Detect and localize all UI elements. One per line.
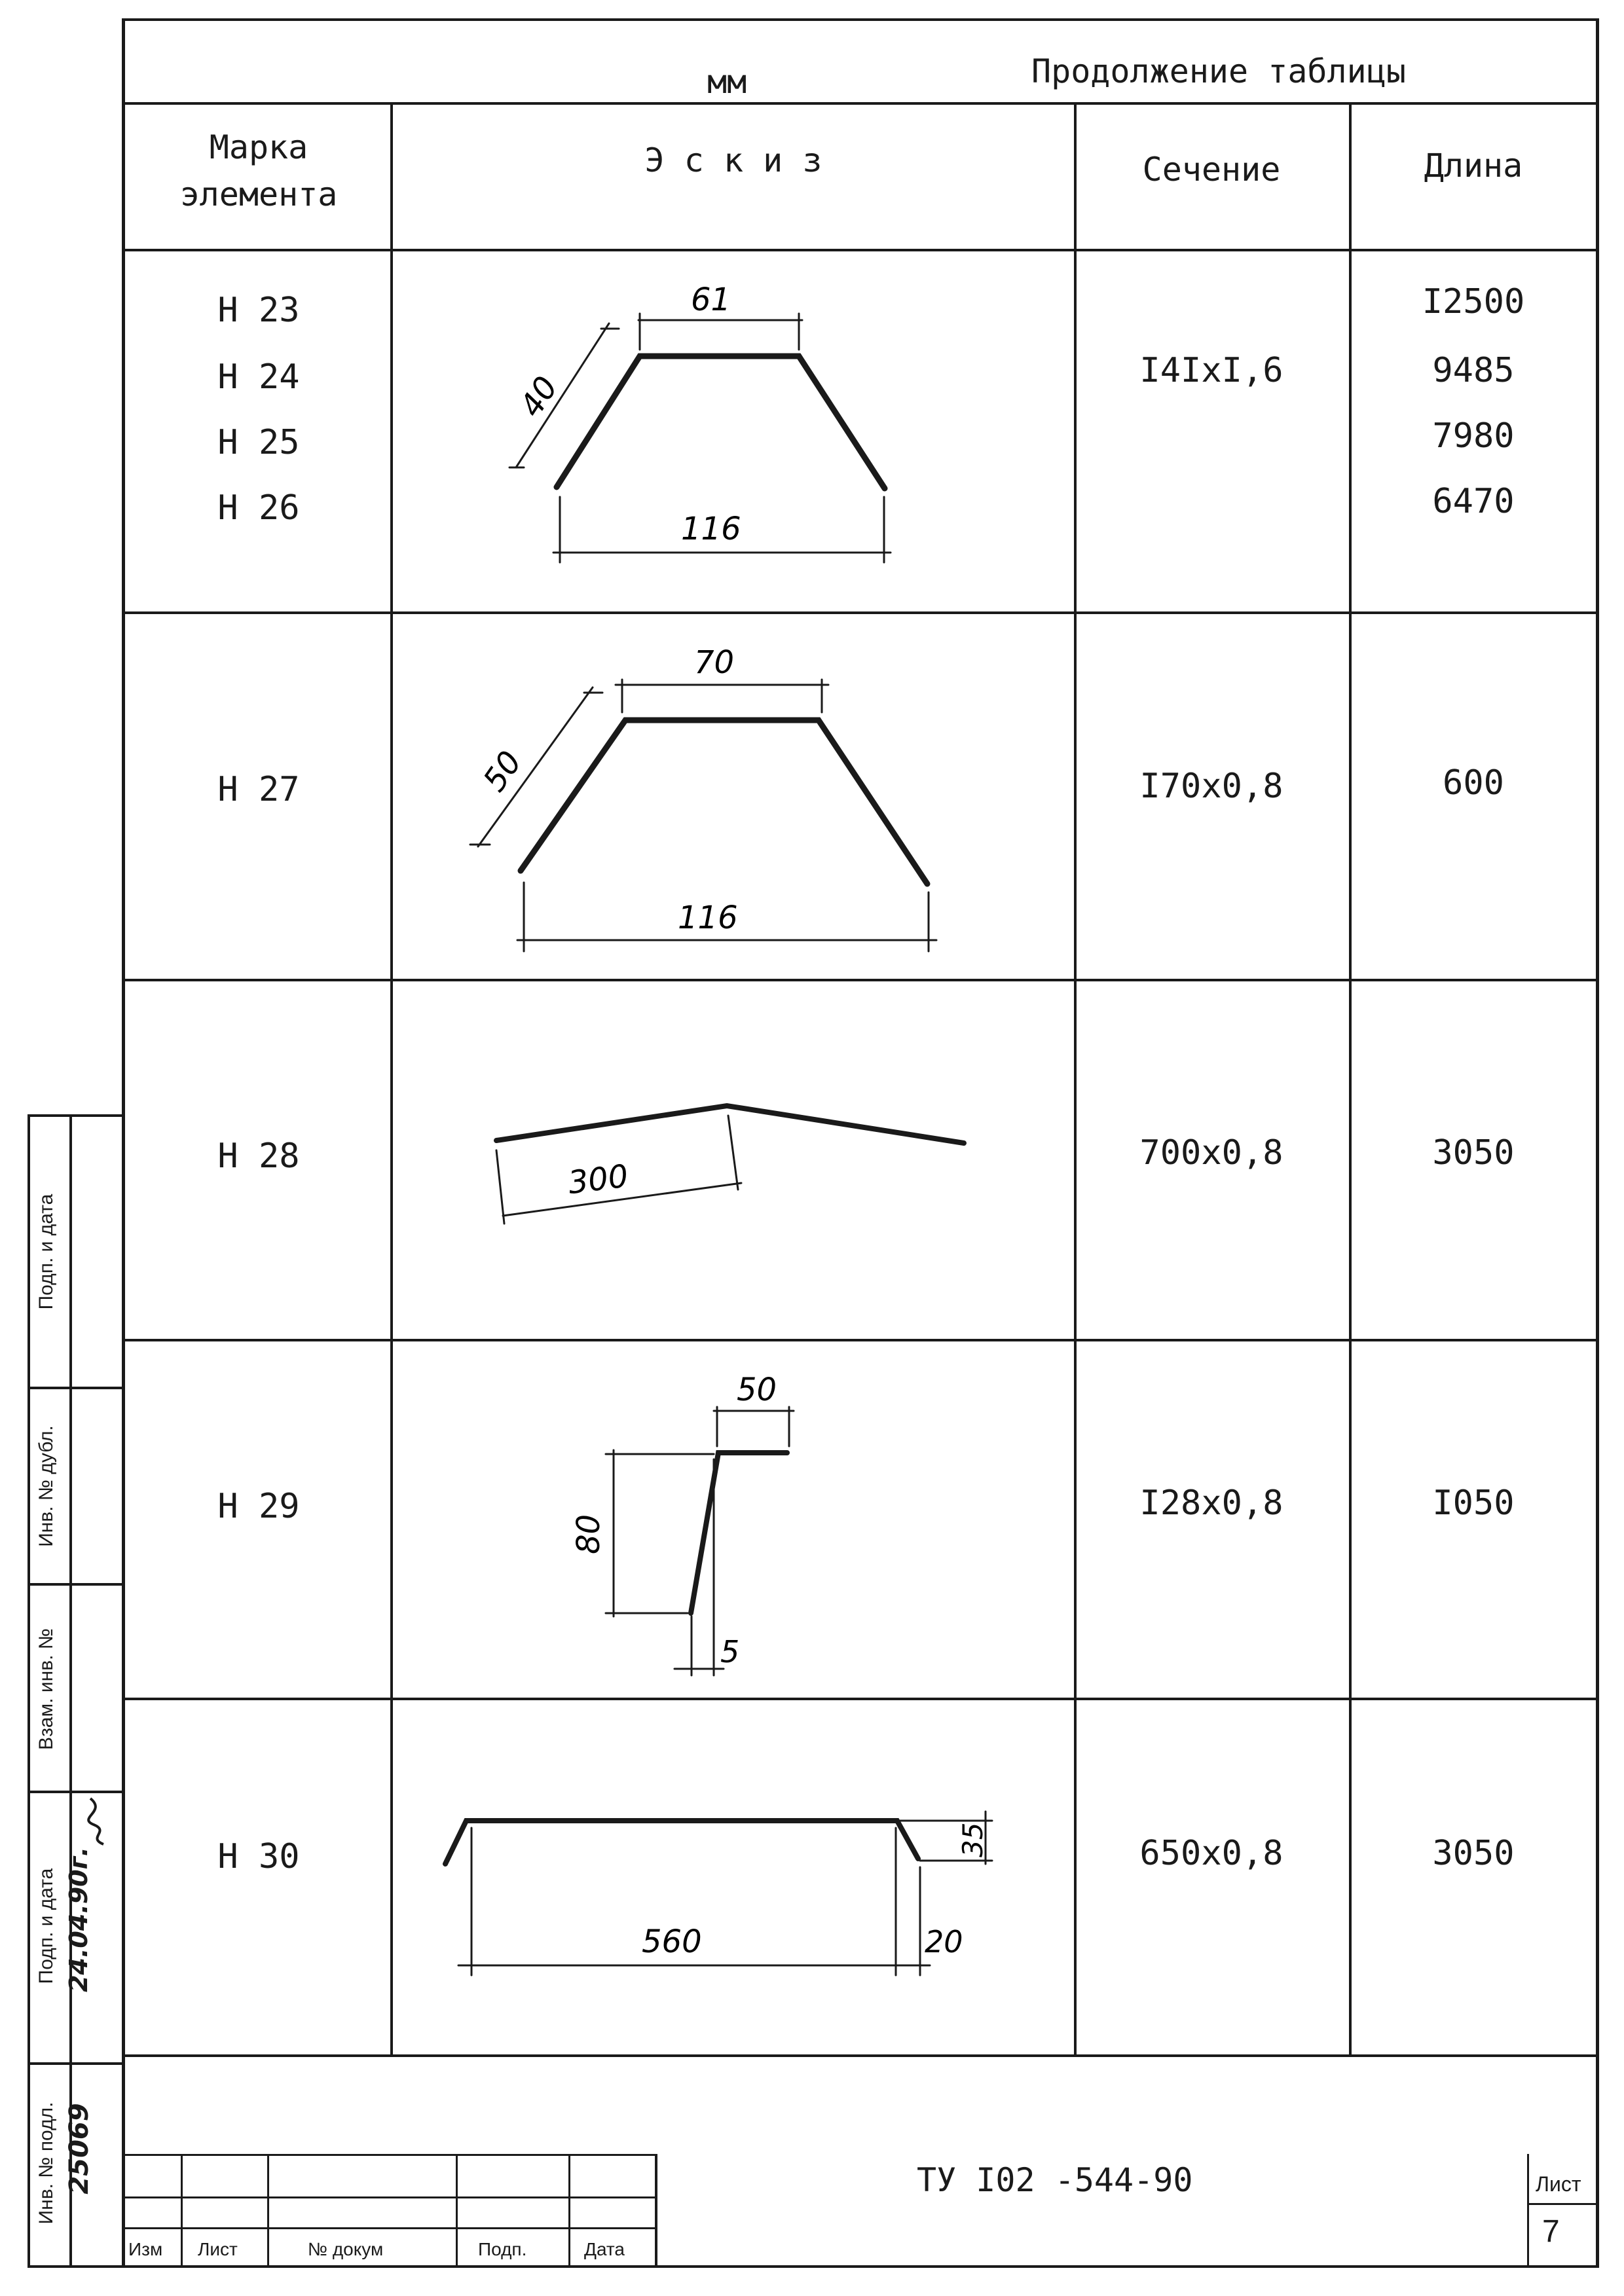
dim-height: 80 — [570, 1514, 607, 1554]
length-value: 6470 — [1432, 482, 1515, 521]
continuation-label: Продолжение таблицы — [1031, 52, 1406, 90]
dim-top: 61 — [691, 282, 731, 318]
stamp-label-replace-inv: Взам. инв. № — [35, 1628, 57, 1750]
mark-h24: Н 24 — [217, 357, 300, 397]
mark-h30: Н 30 — [217, 1837, 300, 1876]
dim-rise: 35 — [957, 1822, 989, 1857]
dim-top: 70 — [694, 644, 735, 681]
mark-h27: Н 27 — [217, 770, 300, 809]
dim-slope: 300 — [566, 1157, 631, 1202]
sketch-trapezoid-70 — [393, 614, 1074, 979]
length-value: 3050 — [1432, 1834, 1515, 1873]
stamp-label-sign-date-2: Подп. и дата — [35, 1868, 57, 1984]
dim-side: 50 — [476, 744, 529, 799]
sketch-trapezoid-61 — [393, 251, 1074, 611]
mark-h26: Н 26 — [217, 488, 300, 528]
title-col-sheet: Лист — [198, 2239, 238, 2259]
sheet-number: 7 — [1542, 2214, 1560, 2249]
section-value: I70x0,8 — [1139, 767, 1283, 806]
sheet-label: Лист — [1536, 2172, 1581, 2196]
title-col-date: Дата — [584, 2239, 625, 2259]
length-value: 9485 — [1432, 351, 1515, 390]
stamp-label-sign-date-1: Подп. и дата — [35, 1194, 57, 1310]
section-value: 700x0,8 — [1139, 1133, 1283, 1173]
dim-width: 560 — [642, 1923, 702, 1960]
stamp-label-inv-orig: Инв. № подл. — [35, 2102, 57, 2225]
dim-side: 40 — [512, 370, 566, 424]
col-sketch-header: Э с к и з — [644, 141, 822, 179]
stamp-date-signed: 24.04.90г. — [64, 1847, 93, 1992]
stamp-inv-number: 25069 — [64, 2103, 94, 2195]
dim-bottom: 116 — [678, 900, 738, 936]
col-section-header: Сечение — [1142, 151, 1281, 189]
mark-h25: Н 25 — [217, 423, 300, 462]
col-length-header: Длина — [1424, 147, 1523, 185]
dim-offset: 5 — [720, 1634, 740, 1669]
length-value: 600 — [1443, 763, 1504, 803]
dim-lip: 20 — [925, 1924, 963, 1959]
section-value: I4IxI,6 — [1139, 351, 1283, 390]
unit-label: мм — [707, 63, 747, 101]
mark-h23: Н 23 — [217, 291, 300, 330]
title-col-izm: Изм — [128, 2239, 163, 2259]
col-mark-line1: Марка — [209, 128, 308, 166]
sketch-ridge-300 — [393, 981, 1074, 1339]
title-col-sign: Подп. — [478, 2239, 527, 2259]
length-value: 3050 — [1432, 1133, 1515, 1173]
doc-code: ТУ I02 -544-90 — [917, 2161, 1193, 2199]
section-value: I28x0,8 — [1139, 1484, 1283, 1523]
dim-top: 50 — [737, 1372, 777, 1408]
section-value: 650x0,8 — [1139, 1834, 1283, 1873]
length-value: I2500 — [1422, 282, 1525, 321]
mark-h29: Н 29 — [217, 1487, 300, 1526]
sketch-z-profile — [393, 1341, 1074, 1698]
mark-h28: Н 28 — [217, 1137, 300, 1176]
dim-bottom: 116 — [681, 511, 741, 547]
length-value: I050 — [1432, 1484, 1515, 1523]
col-mark-line2: элемента — [179, 175, 338, 213]
sketch-channel-560 — [393, 1700, 1074, 2054]
stamp-label-inv-dup: Инв. № дубл. — [35, 1425, 57, 1547]
length-value: 7980 — [1432, 416, 1515, 456]
signature-icon — [84, 1795, 113, 1848]
title-col-doc: № докум — [308, 2239, 384, 2259]
